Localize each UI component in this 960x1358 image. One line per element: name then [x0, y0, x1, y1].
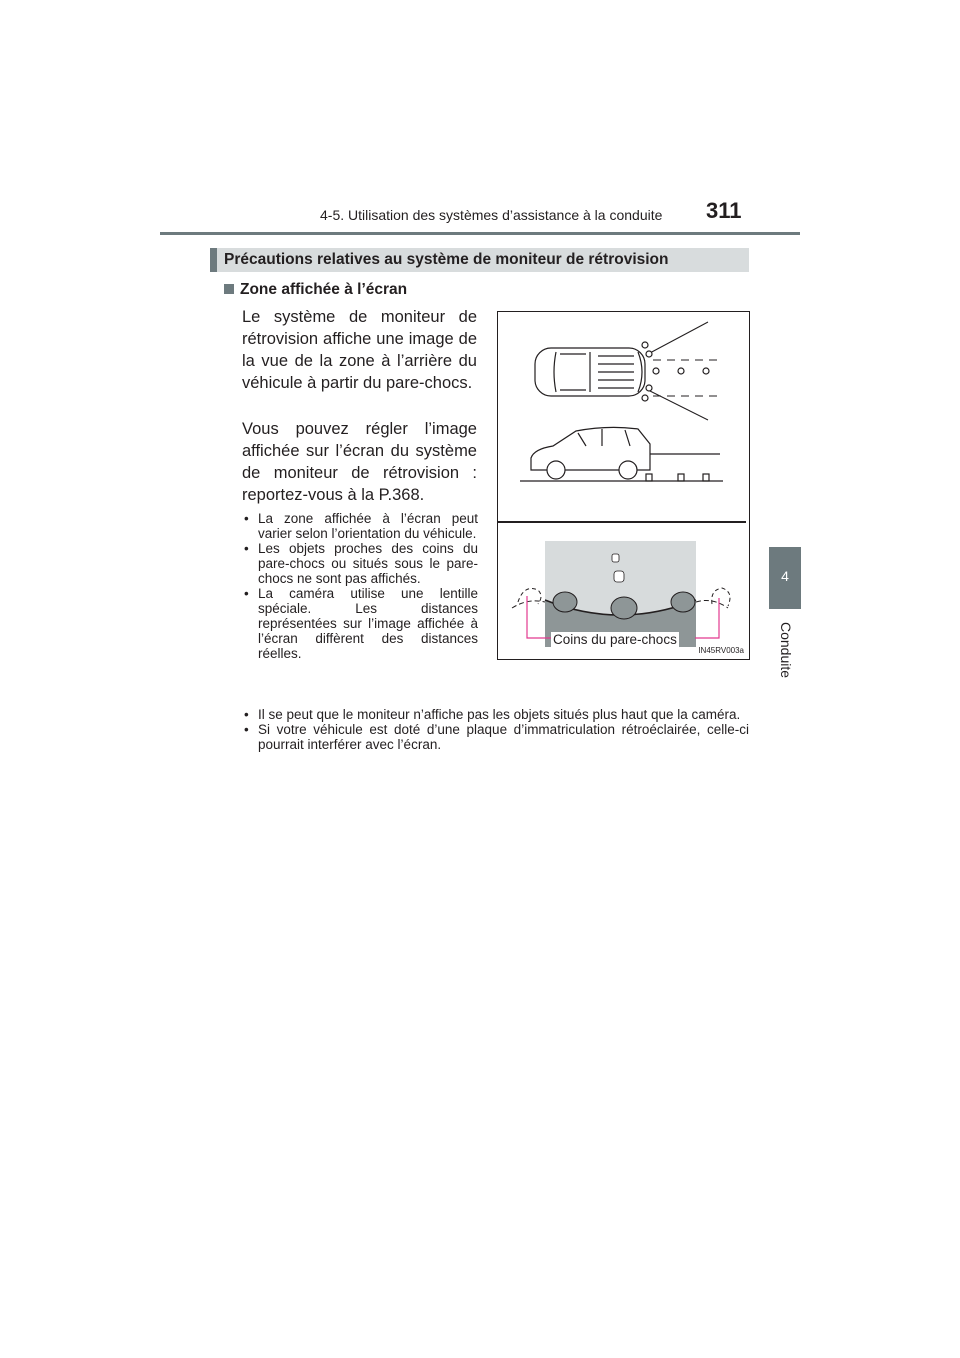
figure-callout-label: Coins du pare-chocs	[553, 632, 677, 647]
chapter-label: Conduite	[778, 621, 794, 679]
subheading	[224, 281, 407, 299]
bullet-list-narrow	[244, 511, 478, 661]
header-section-title: 4-5. Utilisation des systèmes d’assistance à la conduite	[320, 207, 663, 223]
list-item: • Les objets proches des coins du pare-chocs ou situés sous le pare-chocs ne sont pas affichés.	[244, 541, 478, 586]
paragraph-2: Vous pouvez régler l’image affichée sur l’écran du système de moniteur de rétrovision : reportez-vous à la P.368.	[242, 420, 477, 504]
car-side-view-illustration	[520, 427, 723, 481]
subheading-text: Zone affichée à l’écran	[240, 281, 408, 298]
paragraph-1: Le système de moniteur de rétrovision affiche une image de la vue de la zone à l’arrière du véhicule à partir du pare-chocs.	[242, 308, 477, 392]
banner-accent	[210, 248, 217, 272]
header-rule	[160, 232, 800, 235]
banner-title: Précautions relatives au système de moniteur de rétrovision	[224, 251, 669, 268]
list-item: • Il se peut que le moniteur n’affiche pas les objets situés plus haut que la caméra.	[244, 707, 749, 722]
chapter-tab: 4	[769, 547, 801, 609]
camera-view-figure	[497, 311, 750, 660]
list-item: • La caméra utilise une lentille spéciale. Les distances représentées sur l’image affichée à l’écran diffèrent des distances réelles.	[244, 586, 478, 661]
square-bullet-icon	[224, 284, 234, 294]
list-item: • Si votre véhicule est doté d’une plaque d’immatriculation rétroéclairée, celle-ci pourrait interférer avec l’écran.	[244, 722, 749, 752]
car-top-view-illustration	[535, 348, 645, 396]
figure-code: IN45RV003a	[698, 646, 744, 655]
page-number: 311	[706, 198, 742, 223]
section-banner	[210, 248, 749, 272]
figure-drawing	[498, 312, 751, 661]
bullet-list-wide	[244, 707, 749, 752]
list-item: • La zone affichée à l’écran peut varier selon l’orientation du véhicule.	[244, 511, 478, 541]
